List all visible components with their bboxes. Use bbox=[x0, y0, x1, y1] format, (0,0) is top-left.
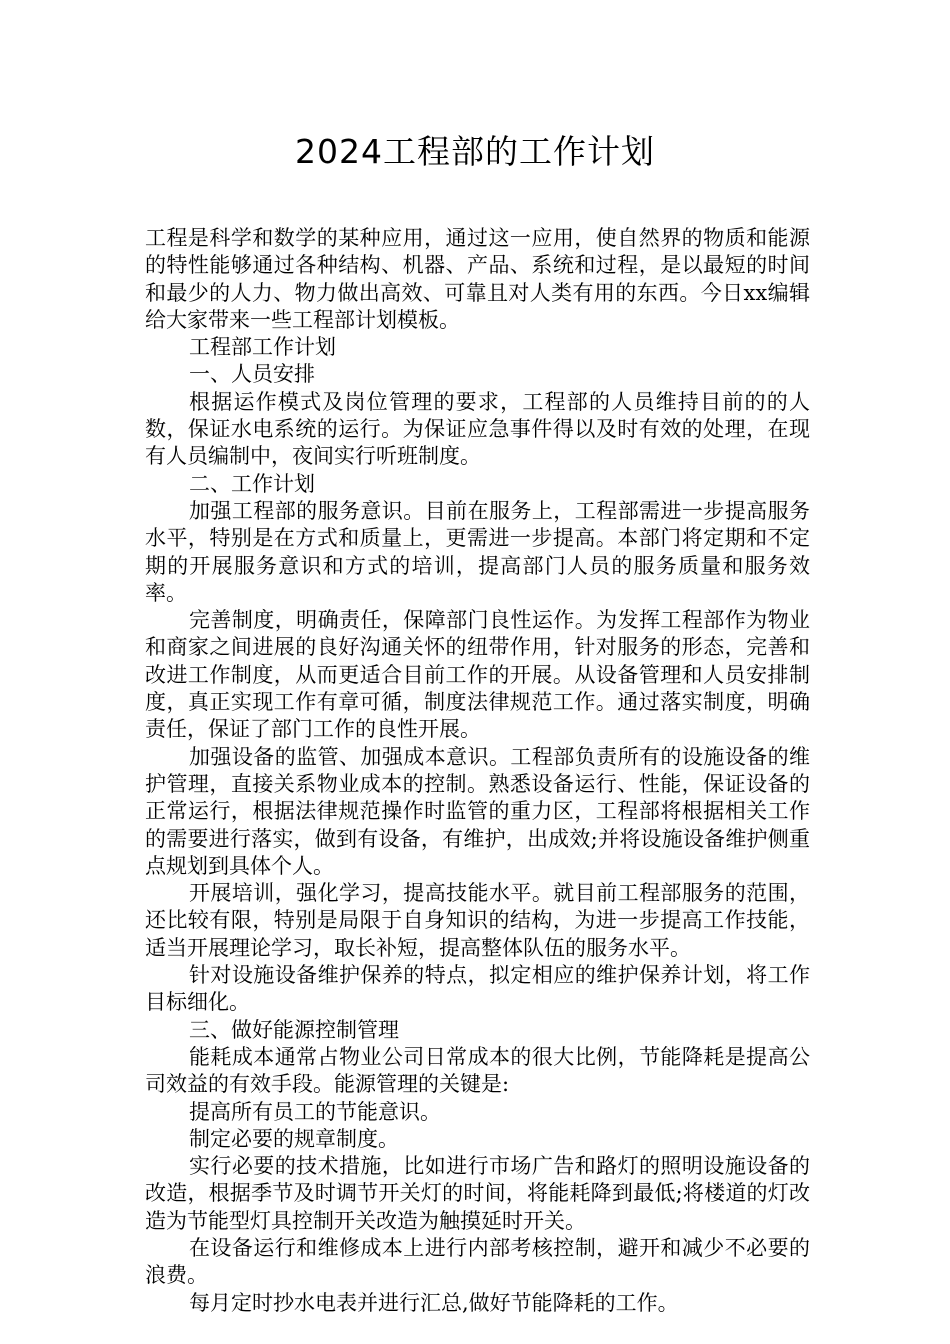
body-paragraph: 针对设施设备维护保养的特点，拟定相应的维护保养计划，将工作目标细化。 bbox=[145, 963, 810, 1015]
body-paragraph: 制定必要的规章制度。 bbox=[189, 1126, 399, 1151]
body-paragraph: 完善制度，明确责任，保障部门良性运作。为发挥工程部作为物业和商家之间进展的良好沟通关怀的纽带作用，针对服务的形态，完善和改进工作制度，从而更适合目前工作的开展。从设备管理和人员安排制度，真正实现工作有章可循，制度法律规范工作。通过落实制度，明确责任，保证了部门工作的良性开展。 bbox=[145, 608, 810, 742]
body-paragraph: 加强设备的监管、加强成本意识。工程部负责所有的设施设备的维护管理，直接关系物业成本的控制。熟悉设备运行、性能，保证设备的正常运行，根据法律规范操作时监管的重力区，工程部将根据相关工作的需要进行落实，做到有设备，有维护，出成效;并将设施设备维护侧重点规划到具体个人。 bbox=[145, 744, 810, 878]
document-title: 2024工程部的工作计划 bbox=[295, 132, 655, 171]
body-paragraph: 根据运作模式及岗位管理的要求，工程部的人员维持目前的的人数，保证水电系统的运行。为保证应急事件得以及时有效的处理，在现有人员编制中，夜间实行听班制度。 bbox=[145, 389, 810, 469]
body-paragraph: 提高所有员工的节能意识。 bbox=[189, 1099, 441, 1124]
intro-paragraph: 工程是科学和数学的某种应用，通过这一应用，使自然界的物质和能源的特性能够通过各种结构、机器、产品、系统和过程，是以最短的时间和最少的人力、物力做出高效、可靠且对人类有用的东西。今日xx编辑给大家带来一些工程部计划模板。 bbox=[145, 226, 810, 332]
section-heading-energy: 三、做好能源控制管理 bbox=[189, 1017, 399, 1042]
body-paragraph: 开展培训，强化学习，提高技能水平。就目前工程部服务的范围，还比较有限，特别是局限于自身知识的结构，为进一步提高工作技能，适当开展理论学习，取长补短，提高整体队伍的服务水平。 bbox=[145, 881, 810, 960]
body-paragraph: 能耗成本通常占物业公司日常成本的很大比例，节能降耗是提高公司效益的有效手段。能源管理的关键是: bbox=[145, 1044, 810, 1097]
section-heading-staffing: 一、人员安排 bbox=[189, 362, 315, 387]
section-heading-work-plan: 二、工作计划 bbox=[189, 471, 315, 496]
section-heading-plan: 工程部工作计划 bbox=[189, 335, 336, 360]
body-paragraph: 每月定时抄水电表并进行汇总,做好节能降耗的工作。 bbox=[189, 1290, 679, 1315]
document-body bbox=[145, 225, 810, 1317]
body-paragraph: 加强工程部的服务意识。目前在服务上，工程部需进一步提高服务水平，特别是在方式和质量上，更需进一步提高。本部门将定期和不定期的开展服务意识和方式的培训，提高部门人员的服务质量和服务效率。 bbox=[145, 498, 810, 605]
body-paragraph: 实行必要的技术措施，比如进行市场广告和路灯的照明设施设备的改造，根据季节及时调节开关灯的时间，将能耗降到最低;将楼道的灯改造为节能型灯具控制开关改造为触摸延时开关。 bbox=[145, 1154, 810, 1233]
body-paragraph: 在设备运行和维修成本上进行内部考核控制，避开和减少不必要的浪费。 bbox=[145, 1235, 810, 1288]
